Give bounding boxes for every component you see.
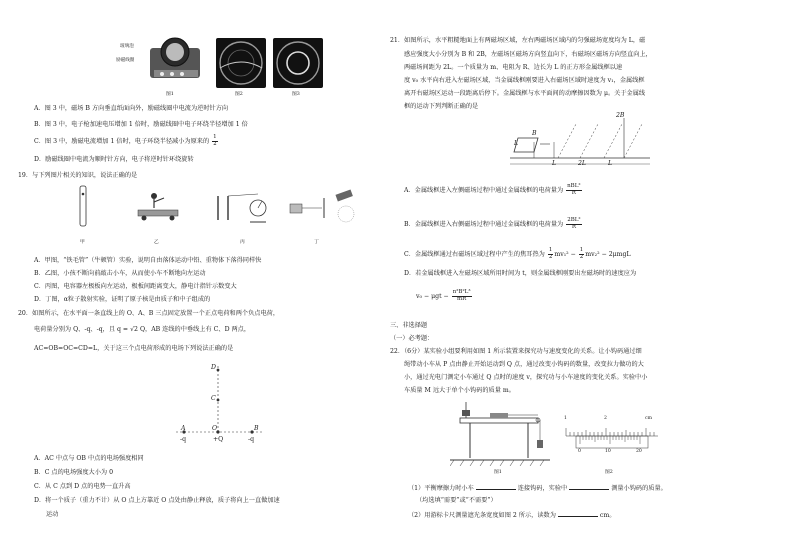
q21-stem-line6: 框的运动下列判断正确的是 — [404, 103, 479, 110]
q20-stem-line1: 20．如图所示，在水平面一条直线上的 O、A、B 三点固定放置一个正点电荷和两个负点电荷， — [18, 310, 280, 317]
q22-stem-line3: 小，通过光电门测定小车通过 Q 点时的速度 v，探究功与小车速度的变化关系。实验中小 — [404, 374, 648, 381]
q20-figure — [168, 358, 278, 448]
q21-label-l-side: L — [514, 140, 519, 147]
q22-caption-fig1: 图1 — [494, 470, 502, 475]
answer-blank-2[interactable] — [569, 484, 609, 490]
fraction-denominator: R — [571, 223, 576, 230]
q20-label-c: C — [211, 395, 216, 402]
q21-option-d-expression — [416, 290, 473, 303]
q21-label-l-right: L — [608, 160, 613, 167]
q21-option-d-fraction — [452, 290, 472, 303]
electron-beam-photo-2 — [273, 38, 323, 88]
q20-stem-line2 — [34, 326, 250, 334]
q18-option-c-fraction — [212, 135, 218, 148]
q21-option-d: D．若金属线框进入左磁场区域所用时间为 t，则金属线框刚要出左磁场时的速度应为 — [404, 270, 637, 277]
q22-caption-fig2: 图2 — [605, 470, 613, 475]
q22-subquestion-1 — [408, 484, 667, 493]
q20-label-d: D — [211, 364, 216, 371]
fraction-numerator: n²B²L³ — [452, 289, 471, 295]
fraction-numerator: nBL² — [567, 183, 581, 189]
q21-stem-line3: 两磁场间距为 2L。一个质量为 m、电阻为 R、边长为 L 的正方形金属线框以速 — [404, 64, 623, 71]
ruler-label-10: 10 — [605, 449, 611, 454]
q18-option-c-text: C．图 3 中，励磁电流增加 1 倍时，电子环绕半径减小为原来的 — [34, 137, 210, 145]
q22-stem-line1: 22．（6分）某实验小组要利用如图 1 所示装置来探究功与速度变化的关系。让小钩码通过细 — [390, 348, 642, 355]
q21-stem-line5: 离开右磁场区运动一段距离后停下。金属线框与水平面间的动摩擦因数为 μ。关于金属线 — [404, 90, 646, 97]
q18-figure-2 — [216, 38, 266, 88]
q19-label-ding: 丁 — [314, 240, 319, 245]
q19-option-d: D．丁图，α粒子散射实验，证明了原子核是由质子和中子组成的 — [34, 296, 211, 303]
fraction-denominator: R — [571, 189, 576, 196]
q21-option-c-term2: mv₂² − 2μmgL — [585, 250, 631, 258]
q19-label-jia: 甲 — [80, 240, 85, 245]
q22-sub1-post: 测量小钩码的质量。 — [611, 485, 667, 492]
fraction-denominator: 2 — [213, 140, 217, 147]
q22-sub2-pre: （2）用游标卡尺测量遮光条宽度如图 2 所示，读数为 — [408, 512, 556, 519]
section3-subtitle: （一）必考题： — [390, 335, 434, 342]
q22-figure-2 — [562, 422, 662, 462]
fraction-denominator: mR — [456, 295, 467, 302]
q21-option-b-text: B．金属线框进入右侧磁场过程中通过金属线框的电荷量为 — [404, 220, 564, 228]
q19-option-b: B．乙图，小孩不断向前敲击小车，从而使小车不断地向左运动 — [34, 270, 206, 277]
q20-option-d-line2: 运动 — [46, 511, 59, 518]
q21-label-l-left: L — [552, 160, 557, 167]
ruler-label-cm: cm — [645, 416, 652, 421]
caption-fig2: 图2 — [235, 92, 243, 97]
fraction-denominator: 2 — [579, 253, 584, 260]
q19-label-yi: 乙 — [154, 240, 159, 245]
q20-label-b: B — [254, 425, 259, 432]
q21-option-a — [404, 184, 583, 197]
q20-stem-line2-post: Q，AB 连线的中垂线上有 C、D 两点， — [139, 326, 251, 333]
q18-figure-1 — [148, 34, 206, 82]
q21-label-b: B — [532, 130, 537, 137]
q19-figures — [68, 184, 358, 238]
ruler-label-20: 20 — [636, 449, 642, 454]
q19-option-a: A．甲图，“铁毛管”（牛顿管）实验，说明自由落体运动中铅、重物体下落得同样快 — [34, 257, 262, 264]
q21-label-2b: 2B — [616, 112, 625, 119]
q21-stem-line1: 21．如图所示，水平粗糙地面上有两磁场区域，左右两磁场区域内的匀强磁场宽度均为 L，磁 — [390, 37, 646, 44]
fraction-numerator: 1 — [213, 134, 217, 140]
q19-label-bing: 丙 — [240, 240, 245, 245]
q21-option-b — [404, 218, 583, 231]
q22-sub1-pre: （1）平衡摩擦力时小车 — [408, 485, 474, 492]
vernier-caliper-scale — [562, 422, 662, 462]
q21-option-a-text: A．金属线框进入左侧磁场过程中通过金属线框的电荷量为 — [404, 186, 564, 194]
q21-stem-line2: 感应强度大小分别为 B 和 2B，左磁场区磁场方向竖直向下，右磁场区磁场方向竖直向上， — [404, 51, 652, 58]
q20-stem-line2-pre: 电荷量分别为 Q、-q、-q，且 q = — [34, 326, 129, 333]
q20-charge-diagram — [168, 358, 278, 448]
q19-option-c: C．丙图，电容器左极板向左运动，极板间距离变大，静电计指针示数变大 — [34, 283, 237, 290]
q22-stem-line4: 车质量 M 远大于单个小钩码的质量 m。 — [404, 387, 515, 394]
q18-option-c — [34, 135, 219, 148]
electron-tube-apparatus-image — [148, 34, 206, 82]
q19-stem: 19．与下列图片相关的知识，说法正确的是 — [18, 172, 138, 179]
fraction-numerator: 1 — [548, 247, 553, 253]
caption-fig1: 图1 — [166, 92, 174, 97]
q21-option-b-fraction — [566, 218, 581, 231]
q20-option-b: B．C 点的电场强度大小为 0 — [34, 469, 114, 476]
label-glass-bulb: 玻璃泡 — [120, 44, 134, 49]
q22-figure-1 — [450, 398, 550, 468]
q20-label-minus-q-1: -q — [180, 436, 187, 443]
q21-option-a-fraction — [566, 184, 581, 197]
q21-label-2l: 2L — [578, 160, 587, 167]
q22-subquestion-2 — [408, 511, 615, 520]
ruler-label-2: 2 — [604, 416, 607, 421]
q21-option-c-term1: mv₁² − — [554, 250, 576, 258]
q19-figures-drawing — [68, 184, 358, 238]
answer-blank-1[interactable] — [476, 484, 516, 490]
caption-fig3: 图3 — [292, 92, 300, 97]
q22-subquestion-1-hint: （均选填“需要”或“不需要”） — [416, 497, 497, 504]
label-coil: 励磁线圈 — [116, 58, 135, 63]
q21-option-c — [404, 248, 631, 261]
q18-option-b: B．图 3 中，电子枪加速电压增加 1 倍时，励磁线圈中电子环绕半径增加 1 倍 — [34, 121, 248, 128]
ruler-label-0: 0 — [578, 449, 581, 454]
q22-sub1-mid: 连接钩码，实验中 — [517, 485, 568, 492]
q20-stem-line3: AC=OB=OC=CD=L，关于这三个点电荷形成的电场下列说法正确的是 — [34, 345, 234, 352]
q22-cart-apparatus — [450, 398, 550, 468]
q21-option-d-expr-pre: v₀ − μgt − — [416, 292, 449, 300]
fraction-denominator: 2 — [548, 253, 553, 260]
q20-option-c: C．从 C 点到 D 点的电势一直升高 — [34, 483, 131, 490]
q21-stem-line4: 度 v₀ 水平向右进入左磁场区域，当金属线框刚要进入右磁场区域时速度为 v₁，金属线框 — [404, 77, 645, 84]
electron-beam-photo-1 — [216, 38, 266, 88]
fraction-numerator: 1 — [579, 247, 584, 253]
q20-label-o: O — [212, 425, 218, 432]
q18-figure-3 — [273, 38, 323, 88]
q20-label-minus-q-2: -q — [248, 436, 255, 443]
q21-option-c-half-1 — [548, 248, 554, 261]
section3-title: 三、非选择题 — [390, 322, 428, 329]
q18-option-d: D．励磁线圈中电流为顺时针方向，电子将逆时针环绕旋转 — [34, 156, 194, 163]
q21-option-c-text: C．金属线框通过右磁场区域过程中产生的焦耳热为 — [404, 250, 545, 258]
sqrt-2-symbol: √2 — [130, 326, 138, 333]
q21-option-c-half-2 — [579, 248, 585, 261]
q18-option-a: A．图 3 中，磁场 B 方向垂直纸面向外，励磁线圈中电流为逆时针方向 — [34, 105, 229, 112]
q22-stem-line2: 绳带动小车从 P 点由静止开始运动到 Q 点，通过改变小钩码的数量，改变拉力做功的大 — [404, 361, 644, 368]
fraction-numerator: 2BL² — [567, 217, 581, 223]
q20-option-d-line1: D．将一个质子（重力不计）从 O 点上方靠近 O 点处由静止释放，质子将向上一直做加速 — [34, 497, 280, 504]
q22-sub2-post: cm。 — [599, 512, 616, 519]
q20-label-plus-q: +Q — [213, 436, 224, 443]
q20-option-a: A．AC 中点与 OB 中点的电场强度相同 — [34, 455, 144, 462]
ruler-label-1: 1 — [564, 416, 567, 421]
answer-blank-3[interactable] — [558, 511, 598, 517]
q20-label-a: A — [181, 425, 186, 432]
